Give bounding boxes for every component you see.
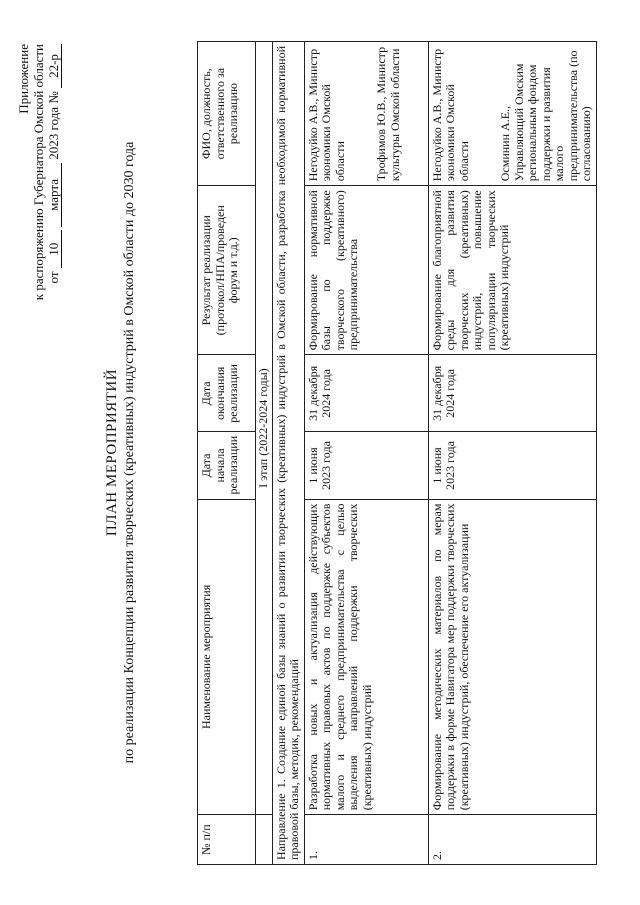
decree-number: 22-р [46,44,62,88]
row-name: Формирование методических материалов по мерам поддержки в форме Навигатора мер поддержки творческих (креативных) индустрий, обеспечение его актуализации [428,499,596,815]
appendix-label: Приложение [16,44,31,114]
row-responsible [428,42,596,186]
date-day: 10 [46,230,62,268]
row-num: 2. [428,815,596,865]
appendix-header [16,44,62,404]
header-start: Дата начала реализации [198,432,256,499]
row-result: Формирование благоприятной среды для развития творческих (креативных) индустрий, повышение популяризации творческих (креативных) индустрий [428,186,596,355]
table-row [304,42,428,865]
date-month: марта [46,163,62,227]
row-num: 1. [304,815,428,865]
appendix-date-line [46,44,62,404]
direction-row [272,42,304,865]
table-header-row [198,42,256,865]
row-result: Формирование нормативной базы по поддержке творческого (креативного) предпринимательства [304,186,428,355]
responsible-person: Негодуйко А.В., Министр экономики Омской области [429,48,471,182]
appendix-decree-line: к распоряжению Губернатора Омской области [31,44,46,301]
document-title: ПЛАН МЕРОПРИЯТИЙ [104,368,120,537]
table-row [428,42,596,865]
header-num: № п/п [198,815,256,865]
stage-empty-cell [256,815,273,865]
header-fio: ФИО, должность, ответственного за реализацию [198,42,256,186]
stage-label: I этап (2022-2024 годы) [256,42,273,815]
header-end: Дата окончания реализации [198,355,256,432]
row-name: Разработка новых и актуализация действующих нормативных правовых актов по поддержке субъектов малого и среднего предпринимательства с целью выделения направлений поддержки творческих (креативных) индустрий [304,499,428,815]
stage-row [256,42,273,865]
responsible-person: Трофимов Ю.В., Министр культуры Омской области [374,46,402,182]
row-start: 1 июня 2023 года [428,432,596,499]
row-responsible [304,42,428,186]
date-prefix: от [46,271,61,284]
direction-text: Направление 1. Создание единой базы знаний о развитии творческих (креативных) индустрий в Омской области, разработка необходимой нормативной правовой базы, методик, рекомендаций [272,42,304,865]
document-subtitle: по реализации Концепции развития творческих (креативных) индустрий в Омской области до 2030 года [122,141,137,764]
date-year: 2023 года [46,106,61,160]
responsible-person: Осминин А.Е., Управляющий Омским региональным фондом поддержки и развития малого предпринимательства (по согласованию) [498,50,593,182]
header-result: Результат реализации (протокол/НПА/проведен форум и т.д.) [198,186,256,355]
row-end: 31 декабря 2024 года [428,355,596,432]
responsible-person: Негодуйко А.В., Министр экономики Омской области [305,48,347,182]
row-end: 31 декабря 2024 года [304,355,428,432]
row-start: 1 июня 2023 года [304,432,428,499]
number-sign: № [46,91,61,104]
plan-table [197,41,597,865]
header-name: Наименование мероприятия [198,499,256,815]
